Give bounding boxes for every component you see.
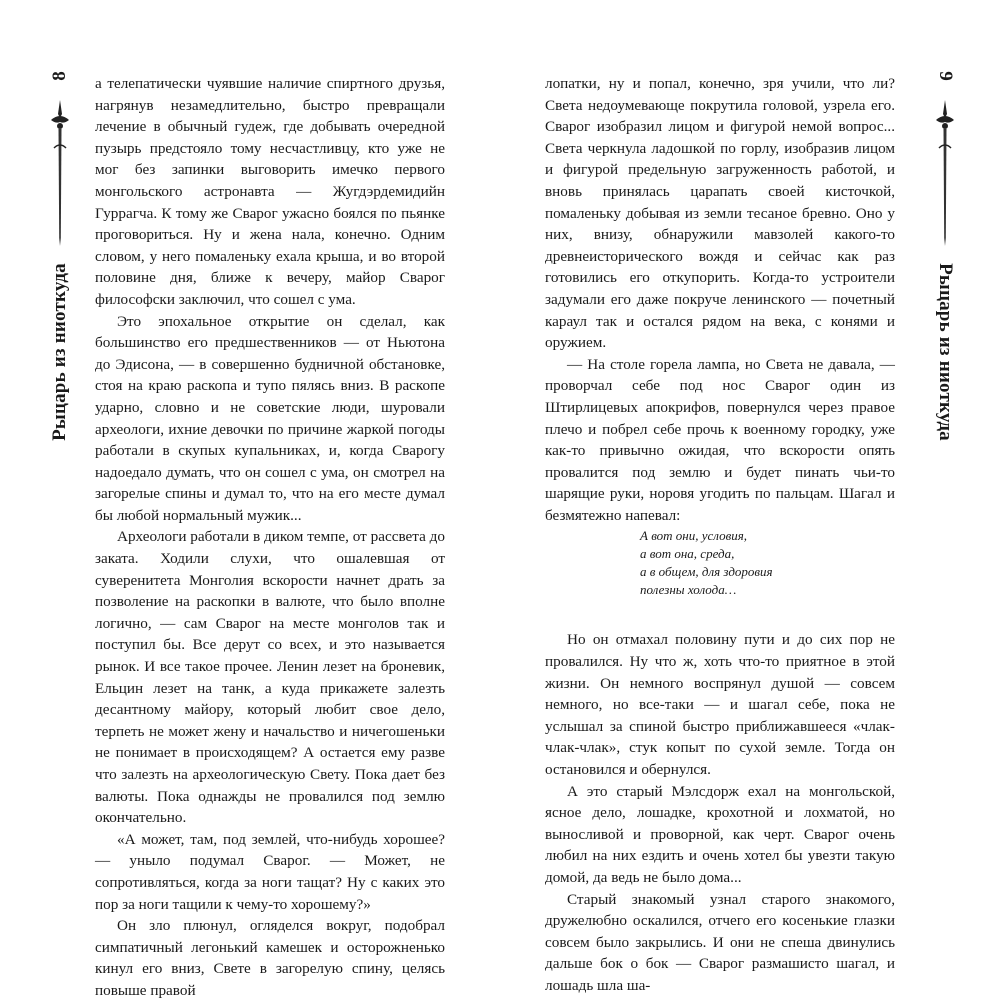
page-number: 9	[935, 71, 956, 81]
poem	[640, 527, 895, 599]
paragraph: Старый знакомый узнал старого знакомого, дружелюбно оскалился, отчего его косенькие глазки совсем было закрылись. И они не спеша двинулись дальше бок о бок — Сварог размашисто шагал, и лошадь шла ша-	[545, 890, 895, 994]
poem-line: а вот она, среда,	[640, 546, 735, 562]
left-page	[0, 0, 500, 999]
paragraph: Но он отмахал половину пути и до сих пор не провалился. Ну что ж, хоть что-то приятное в этой жизни. Он немного воспрянул душой — совсем немного, но все-таки — и шагал себе, пока не услышал за спиной быстро приближавшееся «члак-члак-члак», стук копыт по сухой земле. Тогда он остановился и обернулся.	[545, 631, 895, 779]
paragraph: а телепатически чуявшие наличие спиртного друзья, нагрянув незамедлительно, быстро превращали лечение в обычный гудеж, где добывать очередной пузырь предстояло тому несчастливцу, кто уже не мог без запинки выговорить имечко первого монгольского астронавта — Жугдэрдемидийн Гуррагча. К тому же Сварог ужасно боялся по пьянке проговориться. Ну и жена нала, конечно. Одним словом, у него помаленьку ехала крыша, и во второй половине дня, ближе к вечеру, майор Сварог философски заключил, что сошел с ума.	[95, 75, 445, 308]
dagger-ornament-icon	[933, 98, 957, 248]
right-page-text	[545, 73, 895, 997]
right-margin	[925, 65, 965, 685]
running-head: Рыцарь из ниоткуда	[49, 263, 70, 441]
paragraph: «А может, там, под землей, что-нибудь хорошее? — уныло подумал Сварог. — Может, не сопротивляться, когда за ноги тащат? Ну с каких это пор за ноги тащили к чему-то хорошему?»	[95, 830, 445, 913]
paragraph: А это старый Мэлсдорж ехал на монгольской, ясное дело, лошадке, крохотной и лохматой, но выносливой и проворной, как черт. Сварог очень любил на них ездить и очень хотел бы увезти такую домой, да ведь не было дома...	[545, 782, 895, 886]
paragraph: Это эпохальное открытие он сделал, как большинство его предшественников — от Ньютона до Эдисона, — в совершенно будничной обстановке, стоя на краю раскопа и тупо пялясь вниз. В раскопе ударно, словно и не советские люди, шуровали археологи, ихние девочки по причине жаркой погоды работали в скупых купальниках, и, когда Сварогу надоедало думать, что он сошел с ума, он смотрел на загорелые спины и думал то, что на его месте думал бы любой нормальный мужик...	[95, 312, 445, 524]
poem-line: А вот они, условия,	[640, 528, 748, 544]
poem-line: полезны холода…	[640, 582, 737, 598]
paragraph: — На столе горела лампа, но Света не давала, — проворчал себе под нос Сварог один из Штирлицевых апокрифов, повернулся через правое плечо и побрел себе прочь к военному городку, уже как-то привычно ожидая, что вскорости опять провалится под землю и будет пинать чьи-то шарящие руки, норовя угодить по пальцам. Шагал и безмятежно напевал:	[545, 355, 895, 524]
paragraph: Он зло плюнул, огляделся вокруг, подобрал симпатичный легонький камешек и осторожненько кинул его вниз, Свете в загорелую спину, целясь повыше правой	[95, 917, 445, 999]
left-margin	[40, 65, 80, 685]
dagger-ornament-icon	[48, 98, 72, 248]
page-number: 8	[49, 71, 70, 81]
left-page-text	[95, 73, 445, 1002]
paragraph: лопатки, ну и попал, конечно, зря учили, что ли? Света недоумевающе покрутила головой, узрела его. Сварог изобразил лицом и фигурой немой вопрос... Света черкнула ладошкой по горлу, изобразив лицом и фигурой предельную загруженность работой, и вновь принялась царапать своей кисточкой, помаленьку добывая из земли тесаное бревно. Оно у них, внизу, обнаружили мавзолей какого-то древнеисторического вождя и сейчас как раз готовились его откупорить. Когда-то устроители задумали его даже покруче ленинского — почетный караул так и остался рядом на века, с конями и оружием.	[545, 75, 895, 352]
poem-line: а в общем, для здоровия	[640, 564, 773, 580]
paragraph: Археологи работали в диком темпе, от рассвета до заката. Ходили слухи, что ошалевшая от суверенитета Монголия вскорости начнет драть за позволение на раскопки в валюте, что было вполне логично, — сам Сварог на месте монголов так и поступил бы. Все дерут со всех, и это называется рынок. И все такое прочее. Ленин лезет на броневик, Ельцин лезет на танк, а куда прикажете залезть десантному майору, который любит свое дело, терпеть не может жену и начальство и ничегошеньки не понимает в происходящем? А остается ему разве что залезть на археологическую Свету. Пока дает без валюты. Пока однажды не провалился под землю окончательно.	[95, 528, 445, 827]
running-head: Рыцарь из ниоткуда	[935, 263, 956, 441]
right-page	[500, 0, 1000, 994]
